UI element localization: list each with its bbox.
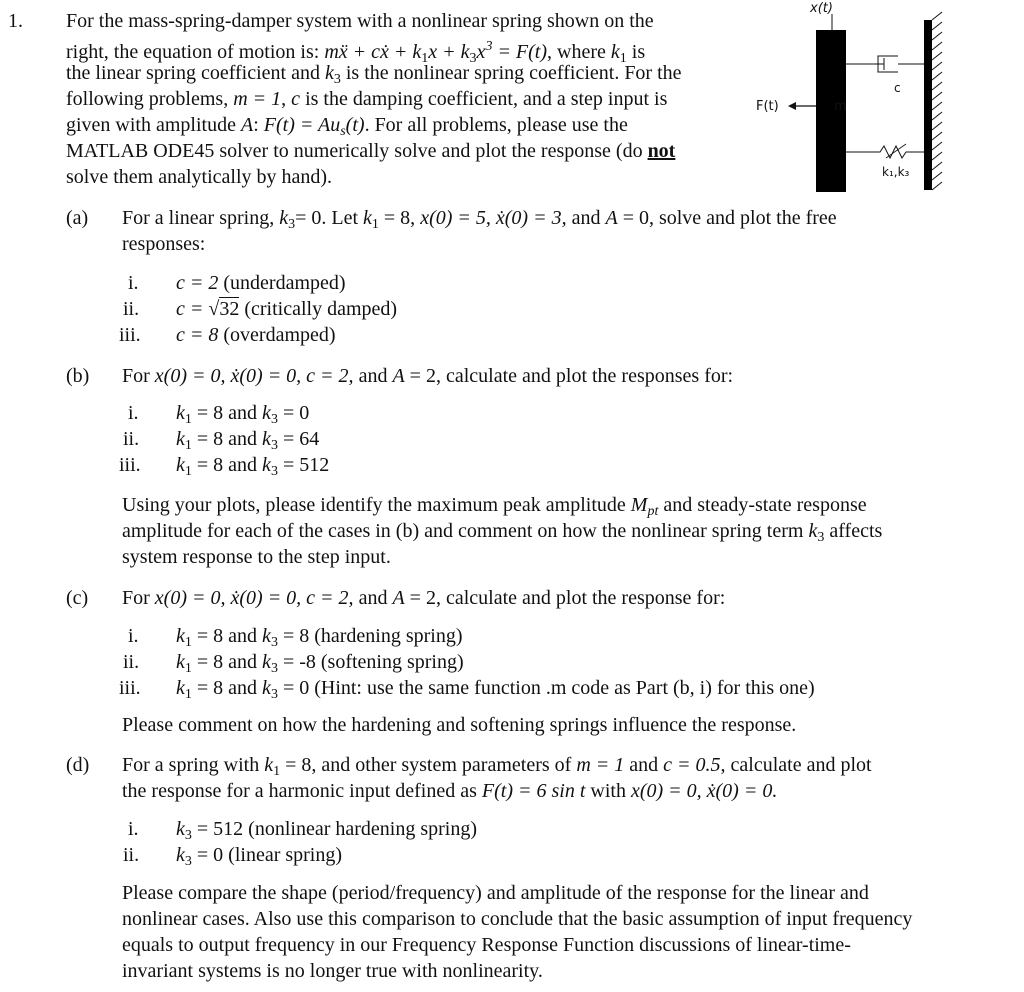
part-a-line-2: responses:	[122, 233, 206, 255]
part-d-paragraph-line-4: invariant systems is no longer true with nonlinearity.	[122, 960, 543, 982]
part-c-item: $k_1 = 8$ and $k_3 = -8$ (softening spring)	[176, 651, 464, 676]
diagram-x-label: x(t)	[810, 1, 833, 16]
intro-line-7: solve them analytically by hand).	[66, 166, 333, 188]
part-c-item-num: i.	[128, 625, 139, 647]
part-b-label: (b)	[66, 365, 90, 387]
problem-number: 1.	[8, 10, 23, 32]
part-a-line-1: For a linear spring, $k_3= 0$. Let $k_1 = 8$, x(0) = 5, ẋ(0) = 3, and A = 0, solve and plot the free	[122, 207, 837, 232]
equation-of-motion: mẍ + cẋ + $k_1x + k_3x^3 = F(t)$	[324, 39, 548, 66]
spring-zigzag	[846, 146, 924, 158]
part-a-item-num: iii.	[119, 324, 141, 346]
part-d-line-2: the response for a harmonic input defined as F(t) = 6 sin t with x(0) = 0, ẋ(0) = 0.	[122, 780, 778, 802]
part-a-item: c = 8 (overdamped)	[176, 324, 336, 346]
mass-spring-damper-diagram	[748, 0, 980, 196]
part-c-label: (c)	[66, 587, 89, 609]
part-d-item-num: i.	[128, 818, 139, 840]
part-b-item-num: iii.	[119, 454, 141, 476]
part-b-paragraph-line-1: Using your plots, please identify the maximum peak amplitude $M_{pt}$ and steady-state response	[122, 494, 867, 519]
intro-line-2: right, the equation of motion is: mẍ + cẋ + $k_1x + k_3x^3 = F(t)$, where $k_1$ is	[66, 39, 646, 66]
part-a-item-num: i.	[128, 272, 139, 294]
wall-hatching	[932, 12, 942, 190]
part-b-item: $k_1 = 8$ and $k_3 = 512$	[176, 454, 330, 479]
part-b-item: $k_1 = 8$ and $k_3 = 64$	[176, 428, 320, 453]
part-d-paragraph-line-2: nonlinear cases. Also use this comparison to conclude that the basic assumption of input frequency	[122, 908, 913, 930]
intro-line-4: following problems, m = 1, c is the damping coefficient, and a step input is	[66, 88, 668, 110]
wall	[924, 20, 932, 190]
part-d-line-1: For a spring with $k_1 = 8$, and other system parameters of m = 1 and c = 0.5, calculate and plot	[122, 754, 872, 779]
part-b-item-num: ii.	[123, 428, 140, 450]
part-a-label: (a)	[66, 207, 89, 229]
part-d-item: $k_3 = 512$ (nonlinear hardening spring)	[176, 818, 477, 843]
force-arrow-head	[788, 102, 796, 110]
intro-line-3: the linear spring coefficient and $k_3$ is the nonlinear spring coefficient. For the	[66, 62, 682, 87]
force-label: F(t)	[756, 99, 779, 114]
part-b-item: $k_1 = 8$ and $k_3 = 0$	[176, 402, 310, 427]
part-c-item-num: ii.	[123, 651, 140, 673]
spring-label: k₁,k₃	[882, 165, 910, 179]
damper-label: c	[894, 81, 901, 95]
part-a-item: c = 2 (underdamped)	[176, 272, 346, 294]
part-c-item: $k_1 = 8$ and $k_3 = 8$ (hardening spring)	[176, 625, 463, 650]
intro-line-5: given with amplitude A: $F(t) = Au_s(t)$. For all problems, please use the	[66, 114, 628, 139]
part-d-item-num: ii.	[123, 844, 140, 866]
part-a-item: c = √32 (critically damped)	[176, 298, 398, 320]
part-b-item-num: i.	[128, 402, 139, 424]
part-b-paragraph-line-3: system response to the step input.	[122, 546, 391, 568]
part-a-item-num: ii.	[123, 298, 140, 320]
emphasis-not: not	[647, 140, 676, 162]
part-d-paragraph-line-3: equals to output frequency in our Frequency Response Function discussions of linear-time-	[122, 934, 851, 956]
part-d-label: (d)	[66, 754, 90, 776]
part-b-paragraph-line-2: amplitude for each of the cases in (b) and comment on how the nonlinear spring term $k_3$ affects	[122, 520, 883, 545]
part-c-comment: Please comment on how the hardening and softening springs influence the response.	[122, 714, 797, 736]
part-b-line-1: For x(0) = 0, ẋ(0) = 0, c = 2, and A = 2, calculate and plot the responses for:	[122, 365, 734, 387]
part-c-item: $k_1 = 8$ and $k_3 = 0$ (Hint: use the same function .m code as Part (b, i) for this one)	[176, 677, 815, 702]
part-c-item-num: iii.	[119, 677, 141, 699]
intro-line-1: For the mass-spring-damper system with a nonlinear spring shown on the	[66, 10, 654, 32]
part-d-paragraph-line-1: Please compare the shape (period/frequency) and amplitude of the response for the linear and	[122, 882, 869, 904]
mass-label: m	[834, 99, 847, 114]
part-c-line-1: For x(0) = 0, ẋ(0) = 0, c = 2, and A = 2, calculate and plot the response for:	[122, 587, 726, 609]
part-d-item: $k_3 = 0$ (linear spring)	[176, 844, 343, 869]
intro-line-6: MATLAB ODE45 solver to numerically solve and plot the response (do not	[66, 140, 676, 162]
